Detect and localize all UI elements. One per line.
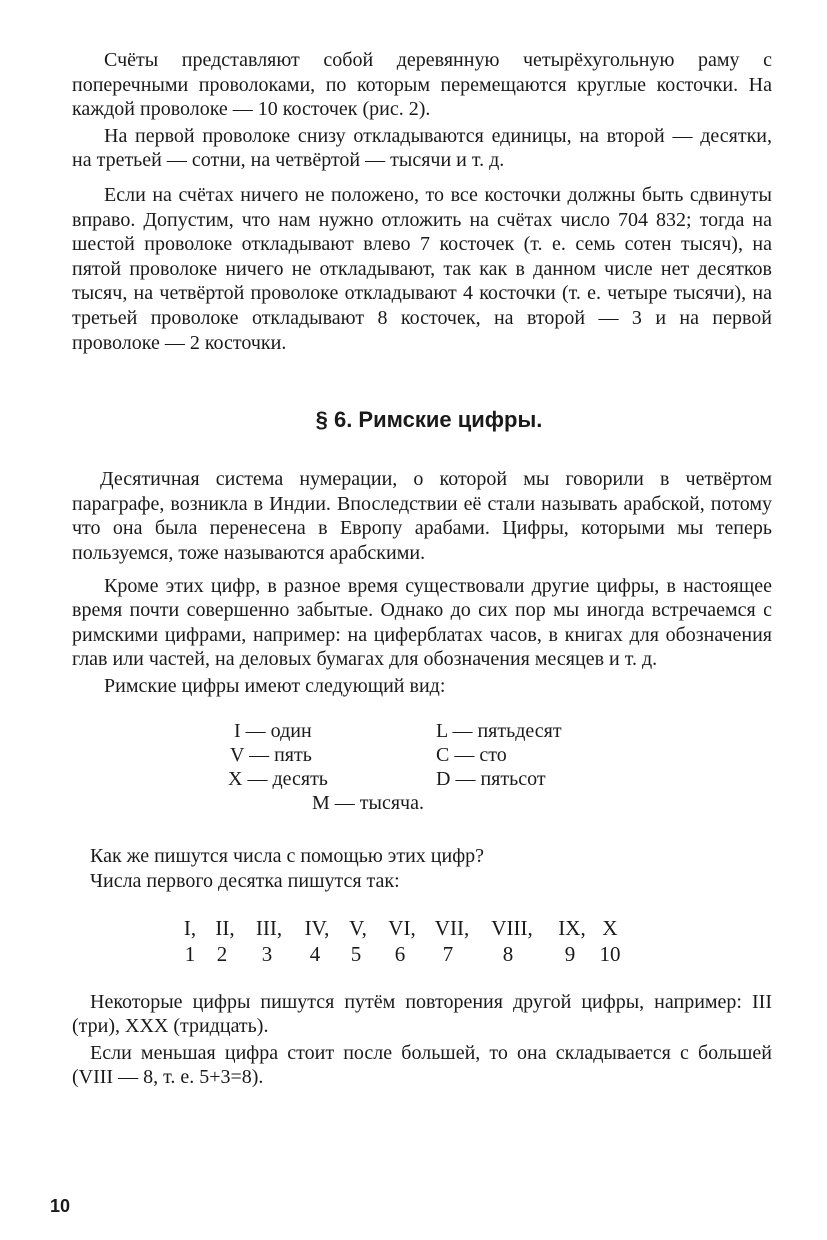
roman-numeral-cell: II,	[215, 915, 235, 940]
arabic-numeral-cell: 8	[502, 941, 514, 966]
roman-numeral-cell: IV,	[304, 915, 330, 940]
arabic-numeral-cell: 6	[394, 941, 406, 966]
arabic-numeral-cell: 2	[216, 941, 228, 966]
paragraph-decimal-origin: Десятичная система нумерации, о которой мы говорили в четвёртом параграфе, возникла в Индии. Впоследствии её стали называть арабской, потому что она была перенесена в Европу арабами. Цифры, которыми мы теперь пользуемся, тоже называются арабскими.	[72, 468, 772, 564]
paragraph-first-ten: Числа первого десятка пишутся так:	[90, 870, 400, 893]
roman-digit-d: D — пятьсот	[436, 768, 546, 791]
roman-digit-i: I — один	[234, 720, 312, 743]
page-body	[72, 48, 772, 1090]
roman-numerals-row	[72, 916, 772, 942]
paragraph-repetition: Некоторые цифры пишутся путём повторения другой цифры, например: III (три), XXX (тридцать).	[72, 990, 772, 1038]
roman-numeral-cell: V,	[349, 915, 367, 940]
paragraph-other-numerals: Кроме этих цифр, в разное время существовали другие цифры, в настоящее время почти совершенно забытые. Однако до сих пор мы иногда встречаемся с римскими цифрами, например: на циферблатах часов, в книгах для обозначения глав или частей, на деловых бумагах для обозначения месяцев и т. д.	[72, 574, 772, 671]
roman-digit-c: C — сто	[436, 744, 507, 767]
paragraph-abacus-wires: На первой проволоке снизу откладываются единицы, на второй — десятки, на третьей — сотни, на четвёртой — тысячи и т. д.	[72, 124, 772, 172]
roman-digits-table	[72, 720, 772, 824]
arabic-numerals-row	[72, 942, 772, 968]
roman-numeral-cell: III,	[255, 915, 283, 940]
roman-digit-x: X — десять	[228, 768, 328, 791]
arabic-numeral-cell: 10	[599, 941, 621, 966]
section-heading: § 6. Римские цифры.	[315, 407, 543, 433]
arabic-numeral-cell: 9	[564, 941, 576, 966]
roman-digit-v: V — пять	[230, 744, 312, 767]
paragraph-roman-intro: Римские цифры имеют следующий вид:	[104, 674, 446, 697]
roman-numeral-cell: X	[602, 915, 618, 940]
first-ten-numerals-table	[72, 916, 772, 968]
arabic-numeral-cell: 1	[184, 941, 196, 966]
arabic-numeral-cell: 3	[261, 941, 273, 966]
arabic-numeral-cell: 7	[442, 941, 454, 966]
roman-numeral-cell: VII,	[434, 915, 470, 940]
paragraph-abacus-intro: Счёты представляют собой деревянную четырёхугольную раму с поперечными проволоками, по которым перемещаются круглые косточки. На каждой проволоке — 10 косточек (рис. 2).	[72, 49, 772, 121]
roman-digit-l: L — пятьдесят	[436, 720, 562, 743]
paragraph-addition-rule: Если меньшая цифра стоит после большей, то она складывается с большей (VIII — 8, т. е. 5+3=8).	[72, 1041, 772, 1089]
roman-numeral-cell: VIII,	[491, 915, 533, 940]
roman-digit-m: M — тысяча.	[312, 792, 424, 815]
roman-numeral-cell: I,	[183, 915, 197, 940]
roman-numeral-cell: IX,	[558, 915, 586, 940]
page-number: 10	[50, 1196, 71, 1216]
arabic-numeral-cell: 4	[309, 941, 321, 966]
arabic-numeral-cell: 5	[350, 941, 362, 966]
roman-numeral-cell: VI,	[388, 915, 416, 940]
paragraph-abacus-example: Если на счётах ничего не положено, то все косточки должны быть сдвинуты вправо. Допустим, что нам нужно отложить на счётах число 704 832; тогда на шестой проволоке откладывают влево 7 косточек (т. е. семь сотен тысяч), на пятой проволоке ничего не откладывают, так как в данном числе нет десятков тысяч, на четвёртой проволоке откладывают 4 косточки (т. е. четыре тысячи), на третьей проволоке откладывают 8 косточек, на второй — 3 и на первой проволоке — 2 косточки.	[72, 183, 772, 354]
paragraph-how-written: Как же пишутся числа с помощью этих цифр?	[90, 845, 485, 868]
